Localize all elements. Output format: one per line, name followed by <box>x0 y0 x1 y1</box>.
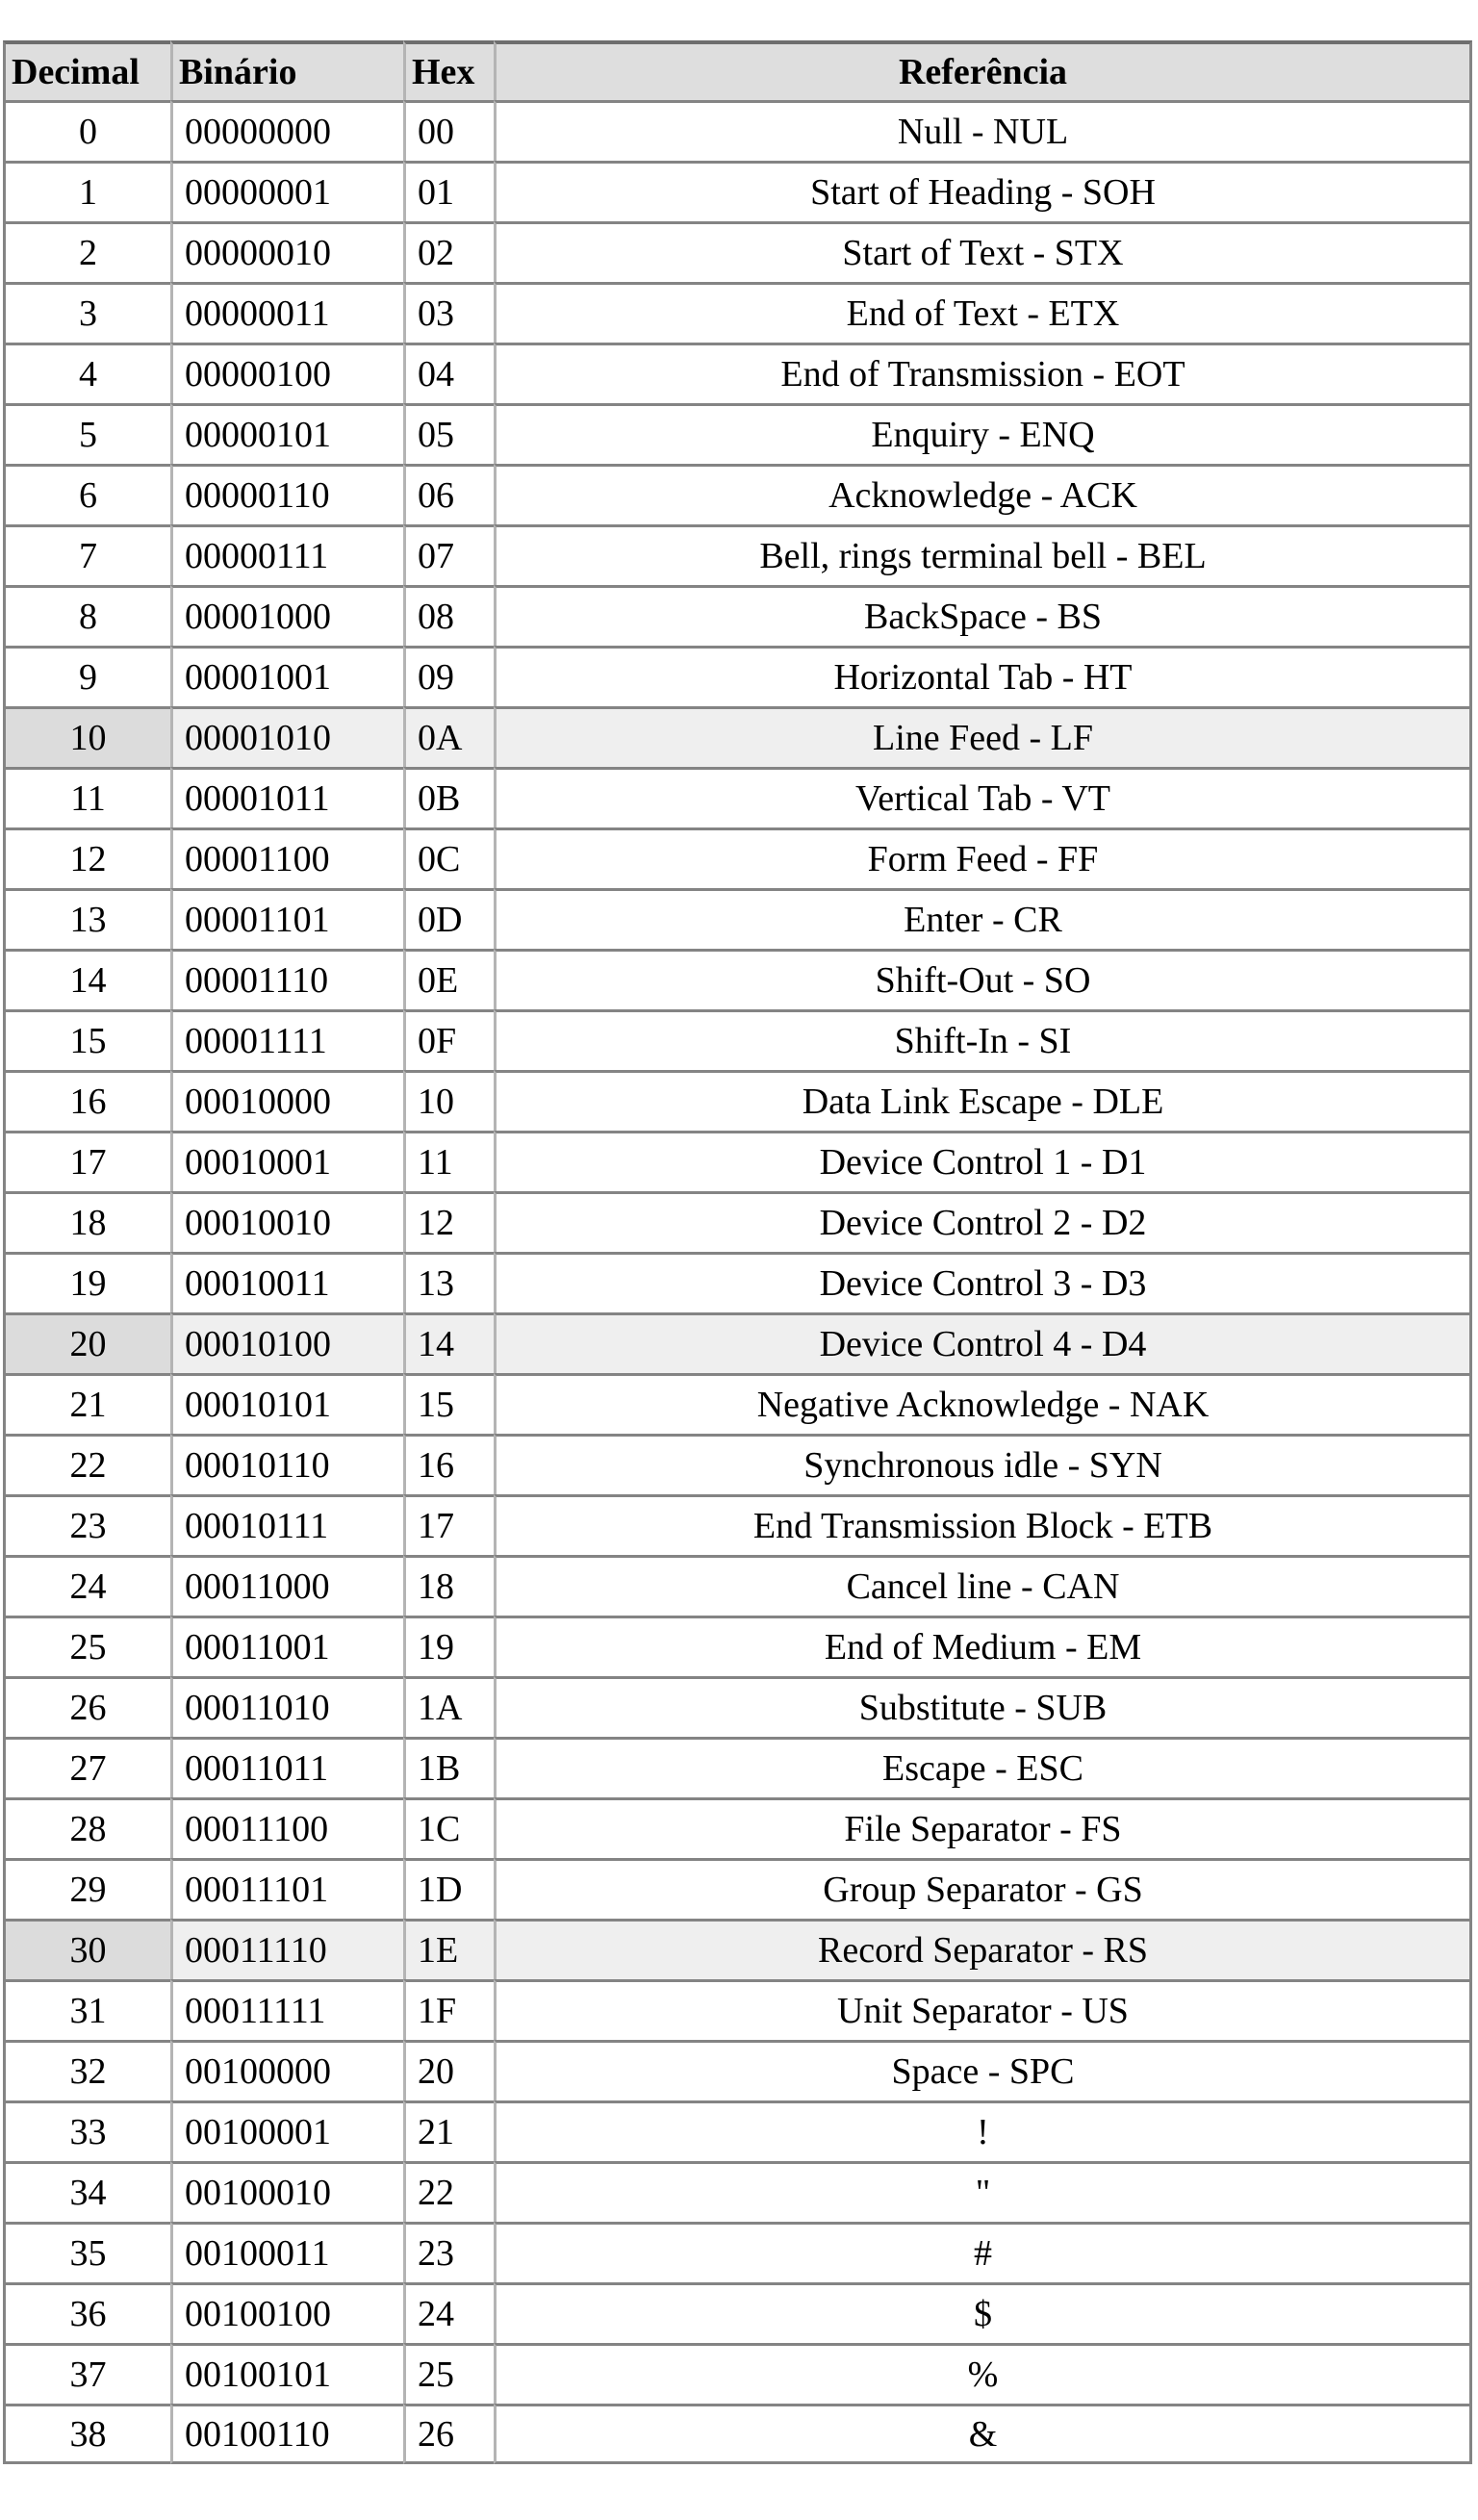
cell-referencia: Enter - CR <box>494 888 1472 949</box>
cell-decimal: 32 <box>3 2040 170 2100</box>
cell-decimal: 31 <box>3 1979 170 2040</box>
cell-decimal: 11 <box>3 767 170 827</box>
cell-referencia: # <box>494 2222 1472 2282</box>
cell-binario: 00001010 <box>170 706 403 767</box>
cell-decimal: 17 <box>3 1131 170 1191</box>
cell-referencia: Record Separator - RS <box>494 1919 1472 1979</box>
cell-referencia: Device Control 3 - D3 <box>494 1252 1472 1312</box>
cell-binario: 00000110 <box>170 464 403 524</box>
cell-hex: 0E <box>403 949 494 1009</box>
cell-decimal: 16 <box>3 1070 170 1131</box>
cell-hex: 0B <box>403 767 494 827</box>
cell-decimal: 9 <box>3 646 170 706</box>
cell-decimal: 18 <box>3 1191 170 1252</box>
cell-decimal: 30 <box>3 1919 170 1979</box>
cell-hex: 09 <box>403 646 494 706</box>
cell-hex: 22 <box>403 2161 494 2222</box>
cell-hex: 05 <box>403 403 494 464</box>
table-row <box>3 1616 1472 1676</box>
table-row <box>3 464 1472 524</box>
table-row <box>3 282 1472 343</box>
table-row <box>3 1737 1472 1797</box>
cell-hex: 04 <box>403 343 494 403</box>
cell-referencia: Form Feed - FF <box>494 827 1472 888</box>
cell-hex: 1C <box>403 1797 494 1858</box>
cell-decimal: 3 <box>3 282 170 343</box>
cell-decimal: 14 <box>3 949 170 1009</box>
cell-referencia: Enquiry - ENQ <box>494 403 1472 464</box>
cell-binario: 00000011 <box>170 282 403 343</box>
cell-hex: 10 <box>403 1070 494 1131</box>
cell-referencia: Shift-In - SI <box>494 1009 1472 1070</box>
cell-binario: 00000111 <box>170 524 403 585</box>
cell-binario: 00100101 <box>170 2343 403 2404</box>
ascii-reference-table <box>3 40 1472 2464</box>
cell-decimal: 19 <box>3 1252 170 1312</box>
cell-decimal: 36 <box>3 2282 170 2343</box>
table-row <box>3 221 1472 282</box>
cell-decimal: 35 <box>3 2222 170 2282</box>
cell-binario: 00010011 <box>170 1252 403 1312</box>
cell-referencia: BackSpace - BS <box>494 585 1472 646</box>
cell-referencia: Cancel line - CAN <box>494 1555 1472 1616</box>
table-row <box>3 1979 1472 2040</box>
cell-hex: 26 <box>403 2404 494 2464</box>
cell-hex: 13 <box>403 1252 494 1312</box>
cell-decimal: 38 <box>3 2404 170 2464</box>
column-header-binario: Binário <box>170 40 403 100</box>
cell-binario: 00010101 <box>170 1373 403 1434</box>
cell-referencia: Device Control 4 - D4 <box>494 1312 1472 1373</box>
table-row <box>3 2100 1472 2161</box>
cell-decimal: 4 <box>3 343 170 403</box>
cell-hex: 11 <box>403 1131 494 1191</box>
table-row <box>3 1555 1472 1616</box>
cell-binario: 00011010 <box>170 1676 403 1737</box>
cell-decimal: 2 <box>3 221 170 282</box>
cell-hex: 03 <box>403 282 494 343</box>
cell-decimal: 25 <box>3 1616 170 1676</box>
cell-referencia: Data Link Escape - DLE <box>494 1070 1472 1131</box>
cell-binario: 00010000 <box>170 1070 403 1131</box>
cell-binario: 00010100 <box>170 1312 403 1373</box>
cell-decimal: 13 <box>3 888 170 949</box>
table-row <box>3 1676 1472 1737</box>
cell-binario: 00001111 <box>170 1009 403 1070</box>
cell-decimal: 34 <box>3 2161 170 2222</box>
cell-binario: 00001110 <box>170 949 403 1009</box>
cell-decimal: 37 <box>3 2343 170 2404</box>
cell-binario: 00011101 <box>170 1858 403 1919</box>
cell-hex: 15 <box>403 1373 494 1434</box>
cell-binario: 00000101 <box>170 403 403 464</box>
table-row <box>3 1797 1472 1858</box>
column-header-hex: Hex <box>403 40 494 100</box>
table-header <box>3 40 1472 100</box>
cell-referencia: Unit Separator - US <box>494 1979 1472 2040</box>
table-row <box>3 403 1472 464</box>
table-row <box>3 1009 1472 1070</box>
table-row <box>3 161 1472 221</box>
cell-decimal: 5 <box>3 403 170 464</box>
cell-referencia: Substitute - SUB <box>494 1676 1472 1737</box>
table-row <box>3 1191 1472 1252</box>
cell-referencia: ! <box>494 2100 1472 2161</box>
table-row <box>3 2040 1472 2100</box>
table-row <box>3 2282 1472 2343</box>
cell-referencia: End of Transmission - EOT <box>494 343 1472 403</box>
cell-decimal: 8 <box>3 585 170 646</box>
cell-hex: 0C <box>403 827 494 888</box>
table-row <box>3 767 1472 827</box>
cell-binario: 00010001 <box>170 1131 403 1191</box>
cell-hex: 23 <box>403 2222 494 2282</box>
table-row <box>3 646 1472 706</box>
cell-binario: 00010010 <box>170 1191 403 1252</box>
table-row <box>3 2343 1472 2404</box>
cell-referencia: End of Medium - EM <box>494 1616 1472 1676</box>
cell-decimal: 29 <box>3 1858 170 1919</box>
cell-decimal: 28 <box>3 1797 170 1858</box>
cell-referencia: End of Text - ETX <box>494 282 1472 343</box>
cell-hex: 20 <box>403 2040 494 2100</box>
cell-decimal: 1 <box>3 161 170 221</box>
cell-binario: 00100110 <box>170 2404 403 2464</box>
cell-referencia: Horizontal Tab - HT <box>494 646 1472 706</box>
table-row <box>3 585 1472 646</box>
cell-referencia: Space - SPC <box>494 2040 1472 2100</box>
table-row <box>3 2161 1472 2222</box>
cell-hex: 24 <box>403 2282 494 2343</box>
cell-decimal: 23 <box>3 1494 170 1555</box>
cell-decimal: 6 <box>3 464 170 524</box>
cell-referencia: & <box>494 2404 1472 2464</box>
cell-referencia: Group Separator - GS <box>494 1858 1472 1919</box>
cell-binario: 00011100 <box>170 1797 403 1858</box>
table-row <box>3 706 1472 767</box>
cell-decimal: 15 <box>3 1009 170 1070</box>
cell-decimal: 26 <box>3 1676 170 1737</box>
column-header-referencia: Referência <box>494 40 1472 100</box>
cell-binario: 00100000 <box>170 2040 403 2100</box>
table-row <box>3 1434 1472 1494</box>
cell-referencia: $ <box>494 2282 1472 2343</box>
cell-hex: 19 <box>403 1616 494 1676</box>
cell-decimal: 0 <box>3 100 170 161</box>
cell-hex: 08 <box>403 585 494 646</box>
table-row <box>3 2222 1472 2282</box>
cell-binario: 00001001 <box>170 646 403 706</box>
cell-decimal: 33 <box>3 2100 170 2161</box>
table-row <box>3 524 1472 585</box>
cell-hex: 16 <box>403 1434 494 1494</box>
cell-referencia: % <box>494 2343 1472 2404</box>
cell-decimal: 24 <box>3 1555 170 1616</box>
cell-binario: 00010110 <box>170 1434 403 1494</box>
table-row <box>3 1070 1472 1131</box>
cell-hex: 21 <box>403 2100 494 2161</box>
table-row <box>3 1858 1472 1919</box>
cell-binario: 00010111 <box>170 1494 403 1555</box>
column-header-decimal: Decimal <box>3 40 170 100</box>
table-row <box>3 888 1472 949</box>
table-row <box>3 1312 1472 1373</box>
cell-decimal: 20 <box>3 1312 170 1373</box>
cell-referencia: Synchronous idle - SYN <box>494 1434 1472 1494</box>
cell-hex: 18 <box>403 1555 494 1616</box>
cell-binario: 00000001 <box>170 161 403 221</box>
cell-binario: 00011000 <box>170 1555 403 1616</box>
cell-hex: 17 <box>403 1494 494 1555</box>
table-row <box>3 949 1472 1009</box>
table-row <box>3 1919 1472 1979</box>
table-row <box>3 1373 1472 1434</box>
cell-binario: 00011110 <box>170 1919 403 1979</box>
cell-referencia: Shift-Out - SO <box>494 949 1472 1009</box>
cell-binario: 00100100 <box>170 2282 403 2343</box>
table-row <box>3 1252 1472 1312</box>
cell-hex: 1B <box>403 1737 494 1797</box>
cell-binario: 00000000 <box>170 100 403 161</box>
cell-binario: 00100011 <box>170 2222 403 2282</box>
cell-binario: 00000100 <box>170 343 403 403</box>
cell-hex: 14 <box>403 1312 494 1373</box>
cell-hex: 1E <box>403 1919 494 1979</box>
cell-hex: 07 <box>403 524 494 585</box>
cell-hex: 25 <box>403 2343 494 2404</box>
cell-hex: 06 <box>403 464 494 524</box>
table-body <box>3 100 1472 2464</box>
cell-decimal: 21 <box>3 1373 170 1434</box>
cell-hex: 1F <box>403 1979 494 2040</box>
cell-binario: 00001100 <box>170 827 403 888</box>
cell-binario: 00011111 <box>170 1979 403 2040</box>
table-row <box>3 827 1472 888</box>
cell-decimal: 22 <box>3 1434 170 1494</box>
cell-referencia: " <box>494 2161 1472 2222</box>
cell-referencia: Start of Heading - SOH <box>494 161 1472 221</box>
cell-decimal: 27 <box>3 1737 170 1797</box>
cell-binario: 00100010 <box>170 2161 403 2222</box>
cell-referencia: Negative Acknowledge - NAK <box>494 1373 1472 1434</box>
cell-hex: 01 <box>403 161 494 221</box>
cell-referencia: Line Feed - LF <box>494 706 1472 767</box>
cell-hex: 1D <box>403 1858 494 1919</box>
cell-binario: 00001000 <box>170 585 403 646</box>
cell-hex: 1A <box>403 1676 494 1737</box>
cell-referencia: Escape - ESC <box>494 1737 1472 1797</box>
table-row <box>3 1131 1472 1191</box>
cell-hex: 0A <box>403 706 494 767</box>
cell-hex: 00 <box>403 100 494 161</box>
cell-referencia: Bell, rings terminal bell - BEL <box>494 524 1472 585</box>
cell-hex: 12 <box>403 1191 494 1252</box>
cell-referencia: File Separator - FS <box>494 1797 1472 1858</box>
table-row <box>3 343 1472 403</box>
cell-binario: 00001101 <box>170 888 403 949</box>
cell-referencia: Null - NUL <box>494 100 1472 161</box>
cell-referencia: Start of Text - STX <box>494 221 1472 282</box>
cell-decimal: 12 <box>3 827 170 888</box>
cell-referencia: Device Control 1 - D1 <box>494 1131 1472 1191</box>
cell-binario: 00011001 <box>170 1616 403 1676</box>
cell-referencia: End Transmission Block - ETB <box>494 1494 1472 1555</box>
cell-hex: 0F <box>403 1009 494 1070</box>
cell-hex: 0D <box>403 888 494 949</box>
cell-binario: 00011011 <box>170 1737 403 1797</box>
header-row <box>3 40 1472 100</box>
cell-decimal: 10 <box>3 706 170 767</box>
table-row <box>3 2404 1472 2464</box>
cell-referencia: Vertical Tab - VT <box>494 767 1472 827</box>
cell-referencia: Acknowledge - ACK <box>494 464 1472 524</box>
cell-decimal: 7 <box>3 524 170 585</box>
cell-binario: 00001011 <box>170 767 403 827</box>
cell-hex: 02 <box>403 221 494 282</box>
table-row <box>3 1494 1472 1555</box>
table-row <box>3 100 1472 161</box>
cell-binario: 00100001 <box>170 2100 403 2161</box>
cell-referencia: Device Control 2 - D2 <box>494 1191 1472 1252</box>
cell-binario: 00000010 <box>170 221 403 282</box>
